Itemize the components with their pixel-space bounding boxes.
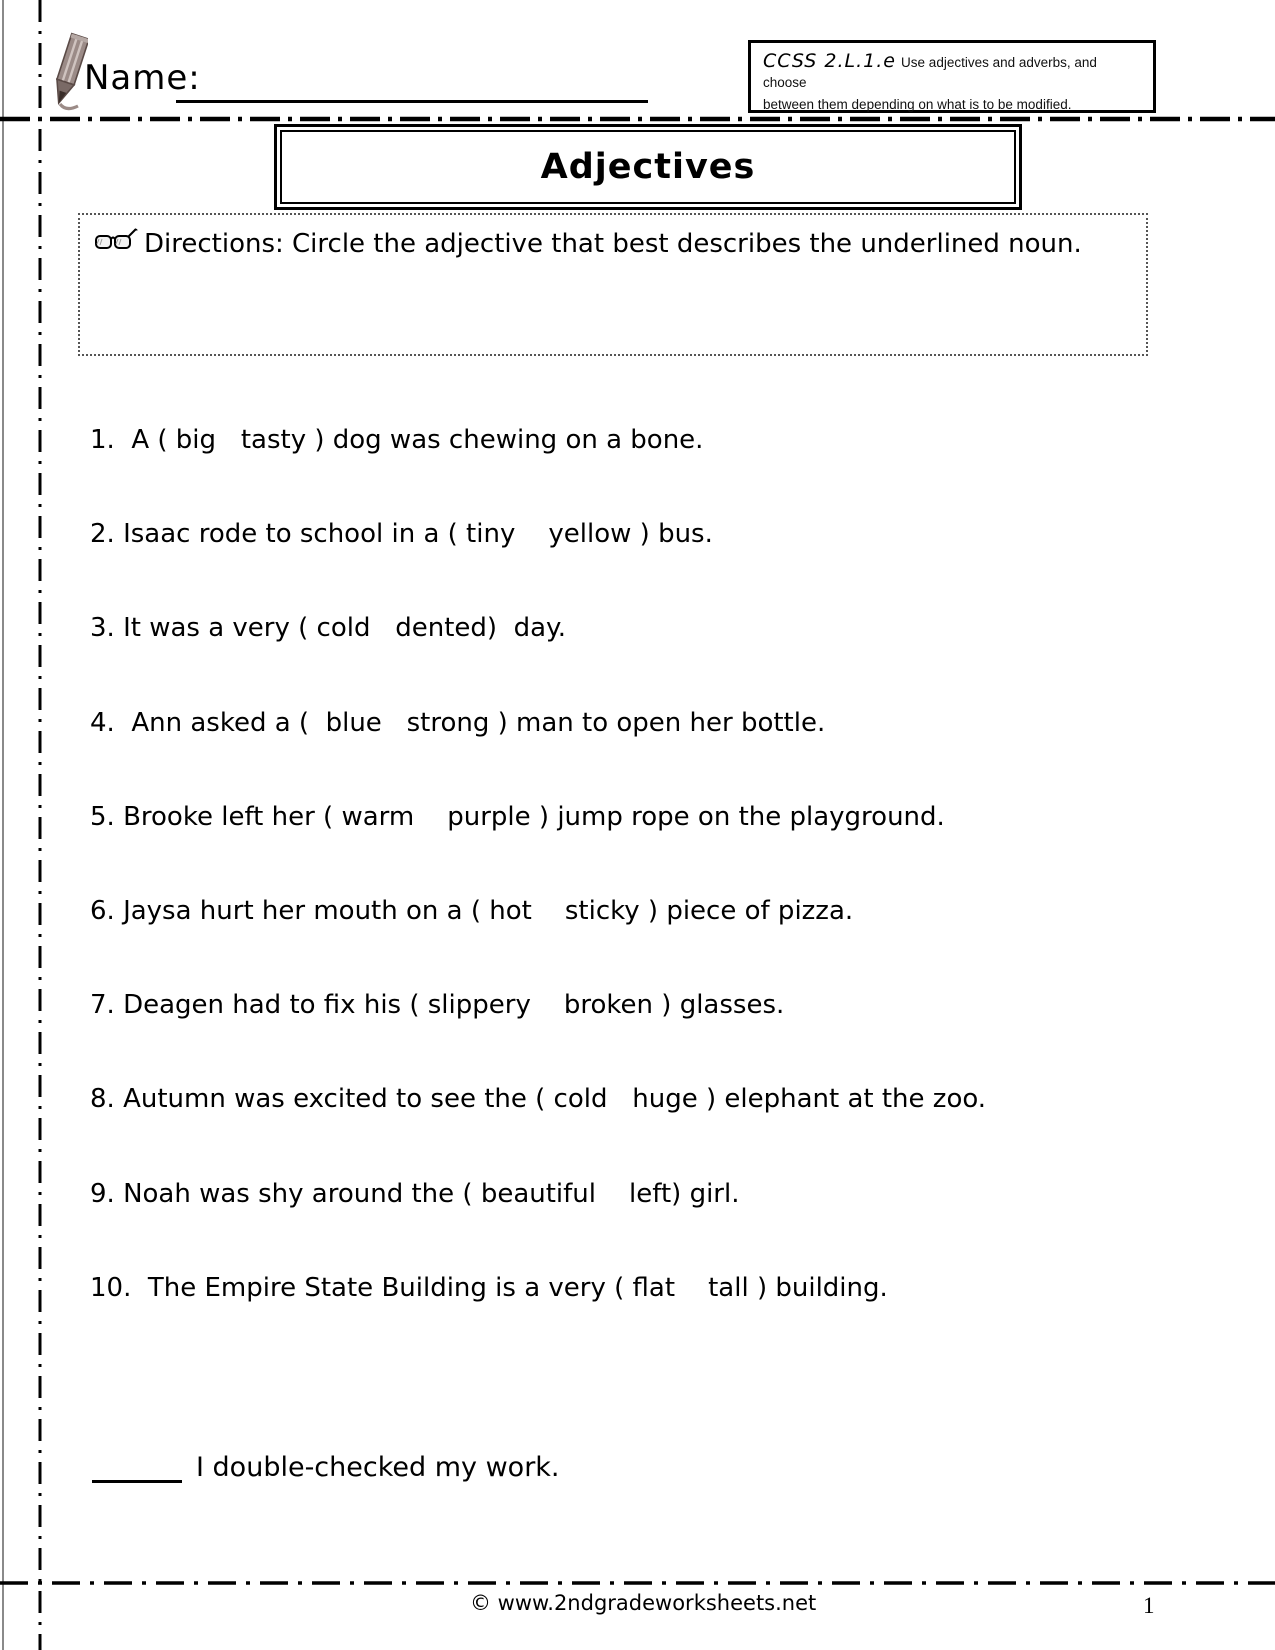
ccss-code: CCSS 2.L.1.e: [763, 50, 896, 72]
left-dashdot-border: [36, 0, 44, 1650]
top-dashdot-border: [0, 115, 1275, 123]
self-check-row: [92, 1450, 560, 1483]
eyeglasses-icon: [94, 227, 138, 253]
directions-text: Directions: Circle the adjective that best describes the underlined noun.: [144, 229, 1082, 259]
self-check-blank-line[interactable]: [92, 1450, 182, 1483]
question-row: 9. Noah was shy around the ( beautiful left) girl.: [90, 1179, 740, 1209]
question-row: 4. Ann asked a ( blue strong ) man to open her bottle.: [90, 708, 826, 738]
title-box-inner: [280, 130, 1016, 204]
name-label: Name:: [84, 58, 201, 98]
name-blank-line[interactable]: [176, 100, 648, 103]
question-row: 3. It was a very ( cold dented) day.: [90, 613, 566, 643]
question-row: 2. Isaac rode to school in a ( tiny yellow ) bus.: [90, 519, 713, 549]
page-number: 1: [1143, 1593, 1155, 1618]
page-title: Adjectives: [540, 147, 756, 187]
title-box: [274, 124, 1022, 210]
directions-box: [78, 213, 1148, 356]
ccss-description-line2: between them depending on what is to be modified.: [763, 97, 1072, 112]
question-row: 10. The Empire State Building is a very ( flat tall ) building.: [90, 1273, 888, 1303]
footer-copyright: © www.2ndgradeworksheets.net: [470, 1591, 817, 1615]
question-row: 8. Autumn was excited to see the ( cold huge ) elephant at the zoo.: [90, 1084, 987, 1114]
bottom-dashdot-border: [0, 1579, 1275, 1587]
question-row: 5. Brooke left her ( warm purple ) jump rope on the playground.: [90, 802, 945, 832]
page-edge-line: [2, 0, 4, 1650]
ccss-description-line1: Use adjectives and adverbs, and choose: [763, 55, 1097, 90]
self-check-text: I double-checked my work.: [196, 1452, 560, 1483]
question-row: 1. A ( big tasty ) dog was chewing on a bone.: [90, 425, 704, 455]
question-row: 7. Deagen had to fix his ( slippery broken ) glasses.: [90, 990, 785, 1020]
question-row: 6. Jaysa hurt her mouth on a ( hot sticky ) piece of pizza.: [90, 896, 854, 926]
pencil-icon: [40, 30, 88, 112]
ccss-standard-box: [748, 40, 1156, 113]
